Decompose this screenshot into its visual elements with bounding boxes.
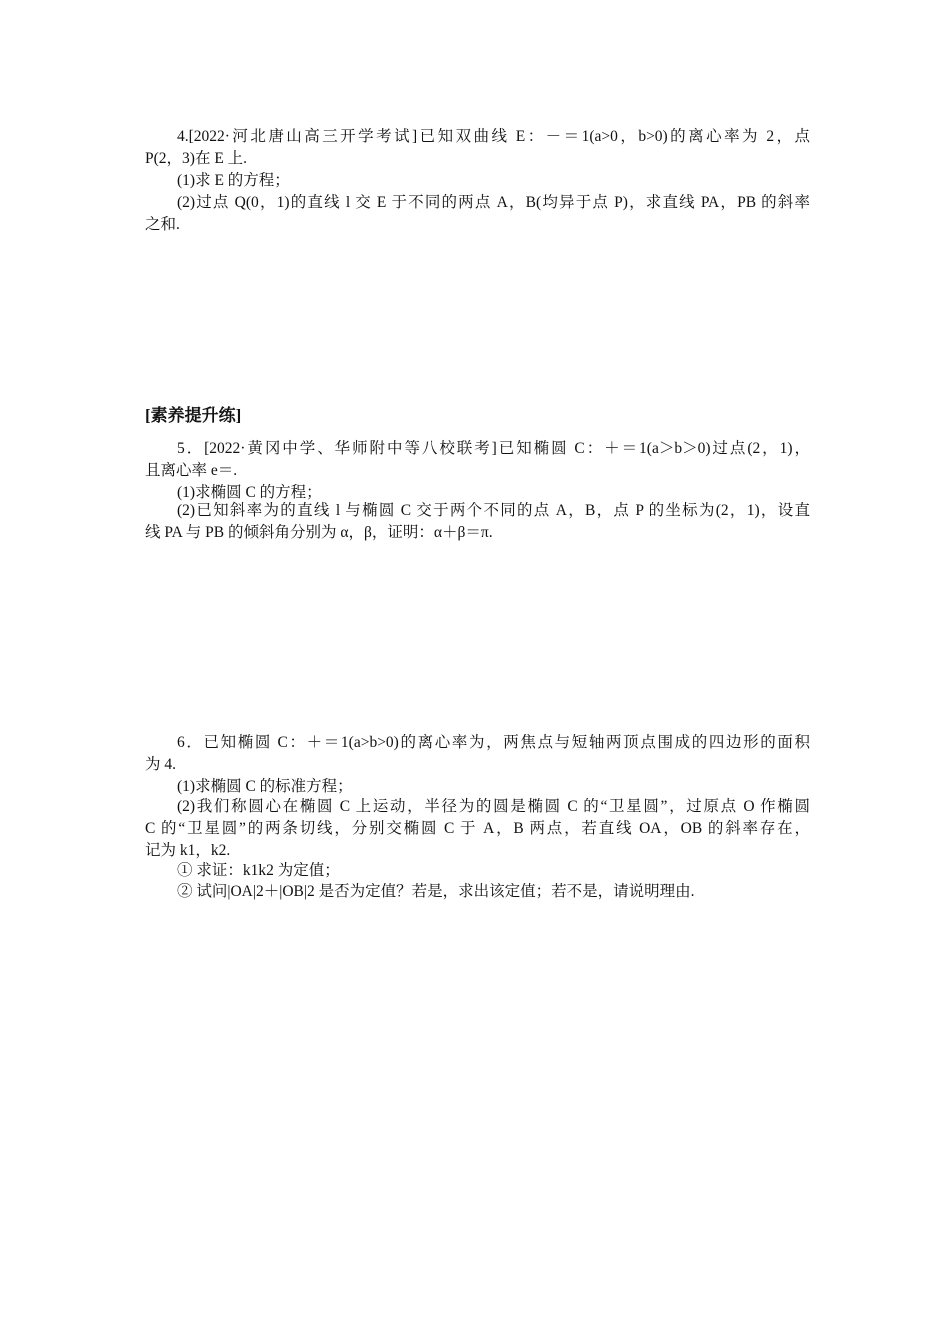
problem-4-statement-line-2: P(2，3)在 E 上. <box>145 150 248 167</box>
problem-5-part-1: (1)求椭圆 C 的方程； <box>177 484 322 501</box>
problem-4-part-2-line-1: (2)过点 Q(0，1)的直线 l 交 E 于不同的两点 A，B(均异于点 P)，求直线 PA，PB 的斜率 <box>177 194 810 211</box>
problem-6-subquestion-1: ① 求证：k1k2 为定值； <box>177 862 340 879</box>
problem-5-statement-line-1: 5．[2022·黄冈中学、华师附中等八校联考]已知椭圆 C：＋＝1(a＞b＞0)过点(2，1)， <box>177 440 810 457</box>
problem-4-part-1: (1)求 E 的方程； <box>177 172 290 189</box>
problem-4-statement-line-1: 4.[2022·河北唐山高三开学考试]已知双曲线 E：－＝1(a>0，b>0)的离心率为 2，点 <box>177 128 810 145</box>
problem-6-statement-line-1: 6．已知椭圆 C：＋＝1(a>b>0)的离心率为，两焦点与短轴两顶点围成的四边形的面积 <box>177 734 810 751</box>
section-title: [素养提升练] <box>145 406 242 425</box>
problem-6-statement-line-2: 为 4. <box>145 756 177 773</box>
problem-4-part-2-line-2: 之和. <box>145 216 180 233</box>
problem-5-statement-line-2: 且离心率 e＝. <box>145 462 238 479</box>
problem-5-part-2-line-2: 线 PA 与 PB 的倾斜角分别为 α，β，证明：α＋β＝π. <box>145 524 493 541</box>
problem-6-part-2-line-3: 记为 k1，k2. <box>145 842 231 859</box>
problem-6-part-2-line-2: C 的“卫星圆”的两条切线，分别交椭圆 C 于 A，B 两点，若直线 OA，OB 的斜率存在， <box>145 820 810 837</box>
problem-6-part-2-line-1: (2)我们称圆心在椭圆 C 上运动，半径为的圆是椭圆 C 的“卫星圆”，过原点 O 作椭圆 <box>177 798 810 815</box>
problem-5-part-2-line-1: (2)已知斜率为的直线 l 与椭圆 C 交于两个不同的点 A，B，点 P 的坐标为(2，1)，设直 <box>177 502 810 519</box>
problem-6-subquestion-2: ② 试问|OA|2＋|OB|2 是否为定值？若是，求出该定值；若不是，请说明理由. <box>177 883 695 900</box>
problem-6-part-1: (1)求椭圆 C 的标准方程； <box>177 778 353 795</box>
